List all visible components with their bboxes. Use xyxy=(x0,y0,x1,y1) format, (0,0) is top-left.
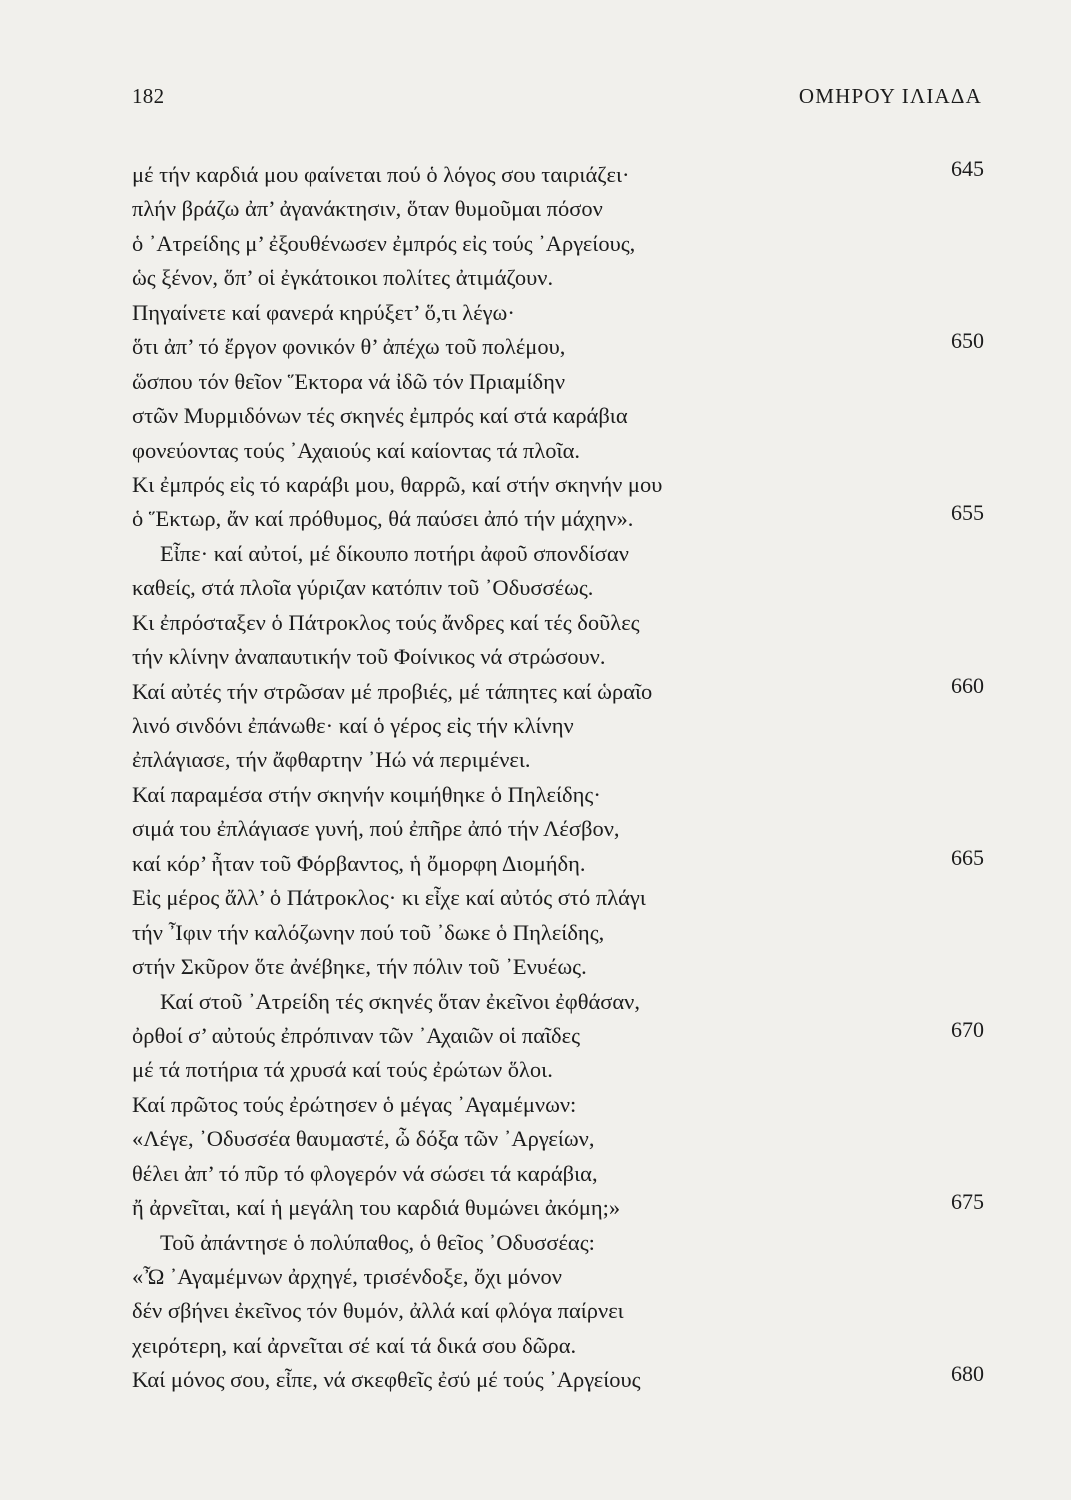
verse-text: Καί παραμέσα στήν σκηνήν κοιμήθηκε ὁ Πηλείδης· xyxy=(132,781,601,807)
verse-line xyxy=(132,296,984,330)
verse-text: πλήν βράζω ἀπ’ ἀγανάκτησιν, ὅταν θυμοῦμαι πόσον xyxy=(132,196,603,222)
verse-line xyxy=(132,261,984,295)
verse-text: στήν Σκῦρον ὅτε ἀνέβηκε, τήν πόλιν τοῦ ᾿Ενυέως. xyxy=(132,954,587,980)
verse-line xyxy=(132,365,984,399)
verse-line xyxy=(132,1226,984,1260)
verse-text: «Λέγε, ᾿Οδυσσέα θαυμαστέ, ὦ δόξα τῶν ᾿Αργείων, xyxy=(132,1126,595,1152)
verse-block xyxy=(132,158,984,1398)
verse-line xyxy=(132,1363,984,1397)
verse-line xyxy=(132,434,984,468)
verse-text: ὁ Ἕκτωρ, ἄν καί πρόθυμος, θά παύσει ἀπό τήν μάχην». xyxy=(132,506,634,532)
verse-line xyxy=(132,330,984,364)
verse-text: Κι ἐπρόσταξεν ὁ Πάτροκλος τούς ἄνδρες καί τές δοῦλες xyxy=(132,609,640,635)
verse-text: Κι ἐμπρός εἰς τό καράβι μου, θαρρῶ, καί στήν σκηνήν μου xyxy=(132,471,663,497)
verse-line xyxy=(132,537,984,571)
verse-text: καθείς, στά πλοῖα γύριζαν κατόπιν τοῦ ᾿Οδυσσέως. xyxy=(132,575,594,601)
verse-line xyxy=(132,606,984,640)
verse-text: στῶν Μυρμιδόνων τές σκηνές ἐμπρός καί στά καράβια xyxy=(132,403,628,429)
verse-line xyxy=(132,881,984,915)
verse-line xyxy=(132,1191,984,1225)
page-number: 182 xyxy=(132,84,165,108)
verse-line xyxy=(132,1294,984,1328)
verse-text: καί κόρ’ ἦταν τοῦ Φόρβαντος, ἡ ὄμορφη Διομήδη. xyxy=(132,850,586,876)
line-number: 660 xyxy=(951,672,984,698)
verse-text: τήν κλίνην ἀναπαυτικήν τοῦ Φοίνικος νά στρώσουν. xyxy=(132,644,606,670)
verse-line xyxy=(132,1053,984,1087)
verse-text: ὀρθοί σ’ αὐτούς ἐπρόπιναν τῶν ᾿Αχαιῶν οἱ παῖδες xyxy=(132,1022,580,1048)
line-number: 645 xyxy=(951,156,984,181)
verse-text: σιμά του ἐπλάγιασε γυνή, πού ἐπῆρε ἀπό τήν Λέσβον, xyxy=(132,816,620,842)
verse-text: ὡς ξένον, ὅπ’ οἱ ἐγκάτοικοι πολίτες ἀτιμάζουν. xyxy=(132,265,554,291)
running-head xyxy=(132,84,982,118)
verse-text: Εἶπε· καί αὐτοί, μέ δίκουπο ποτήρι ἀφοῦ σπονδίσαν xyxy=(160,540,629,566)
verse-line xyxy=(132,227,984,261)
line-number: 655 xyxy=(951,500,984,526)
verse-text: Εἰς μέρος ἄλλ’ ὁ Πάτροκλος· κι εἶχε καί αὐτός στό πλάγι xyxy=(132,885,646,911)
line-number: 665 xyxy=(951,844,984,870)
verse-text: τήν Ἶφιν τήν καλόζωνην πού τοῦ ᾿δωκε ὁ Πηλείδης, xyxy=(132,919,605,945)
verse-text: Καί στοῦ ᾿Ατρείδη τές σκηνές ὅταν ἐκεῖνοι ἐφθάσαν, xyxy=(160,988,640,1014)
verse-text: ὥσπου τόν θεῖον Ἕκτορα νά ἰδῶ τόν Πριαμίδην xyxy=(132,368,566,394)
verse-text: ὁ ᾿Ατρείδης μ’ ἐξουθένωσεν ἐμπρός εἰς τούς ᾿Αργείους, xyxy=(132,230,636,256)
verse-line xyxy=(132,672,984,709)
verse-line xyxy=(132,399,984,433)
verse-line xyxy=(132,192,984,226)
line-number: 670 xyxy=(951,1016,984,1042)
verse-line xyxy=(132,985,984,1019)
verse-text: Καί μόνος σου, εἶπε, νά σκεφθεῖς ἐσύ μέ τούς ᾿Αργείους xyxy=(132,1367,641,1393)
verse-text: μέ τά ποτήρια τά χρυσά καί τούς ἐρώτων ὅλοι. xyxy=(132,1057,553,1083)
verse-line xyxy=(132,468,984,502)
verse-text: φονεύοντας τούς ᾿Αχαιούς καί καίοντας τά πλοῖα. xyxy=(132,437,581,463)
verse-line xyxy=(132,640,984,674)
verse-line xyxy=(132,1016,984,1053)
verse-line xyxy=(132,1122,984,1156)
verse-text: ἤ ἀρνεῖται, καί ἡ μεγάλη του καρδιά θυμώνει ἀκόμη;» xyxy=(132,1195,621,1221)
verse-text: χειρότερη, καί ἀρνεῖται σέ καί τά δικά σου δῶρα. xyxy=(132,1332,577,1358)
verse-line xyxy=(132,778,984,812)
verse-line xyxy=(132,812,984,846)
verse-line xyxy=(132,950,984,984)
verse-text: θέλει ἀπ’ τό πῦρ τό φλογερόν νά σώσει τά καράβια, xyxy=(132,1160,598,1186)
verse-line xyxy=(132,1260,984,1294)
verse-text: Τοῦ ἀπάντησε ὁ πολύπαθος, ὁ θεῖος ᾿Οδυσσέας: xyxy=(160,1229,595,1255)
verse-line xyxy=(132,571,984,605)
verse-line xyxy=(132,1329,984,1363)
verse-text: λινό σινδόνι ἐπάνωθε· καί ὁ γέρος εἰς τήν κλίνην xyxy=(132,713,574,738)
verse-line xyxy=(132,158,984,192)
verse-line xyxy=(132,1088,984,1122)
line-number: 650 xyxy=(951,328,984,354)
verse-line xyxy=(132,916,984,950)
book-title: ΟΜΗΡΟΥ ΙΛΙΑΔΑ xyxy=(798,84,982,108)
verse-line xyxy=(132,844,984,881)
line-number: 680 xyxy=(951,1361,984,1387)
line-number: 675 xyxy=(951,1189,984,1215)
verse-line xyxy=(132,1157,984,1191)
verse-line xyxy=(132,743,984,777)
verse-text: Καί αὐτές τήν στρῶσαν μέ προβιές, μέ τάπητες καί ὡραῖο xyxy=(132,678,653,704)
verse-text: ἐπλάγιασε, τήν ἄφθαρτην ᾿Ηώ νά περιμένει. xyxy=(132,747,531,773)
verse-text: δέν σβήνει ἐκεῖνος τόν θυμόν, ἀλλά καί φλόγα παίρνει xyxy=(132,1298,624,1324)
verse-text: «Ὦ ᾿Αγαμέμνων ἀρχηγέ, τρισένδοξε, ὄχι μόνον xyxy=(132,1264,562,1289)
verse-text: ὅτι ἀπ’ τό ἔργον φονικόν θ’ ἀπέχω τοῦ πολέμου, xyxy=(132,334,566,360)
verse-line xyxy=(132,502,984,536)
verse-text: Καί πρῶτος τούς ἐρώτησεν ὁ μέγας ᾿Αγαμέμνων: xyxy=(132,1091,577,1117)
verse-text: Πηγαίνετε καί φανερά κηρύξετ’ ὅ,τι λέγω· xyxy=(132,299,515,325)
verse-line xyxy=(132,709,984,743)
verse-text: μέ τήν καρδιά μου φαίνεται πού ὁ λόγος σου ταιριάζει· xyxy=(132,162,630,187)
